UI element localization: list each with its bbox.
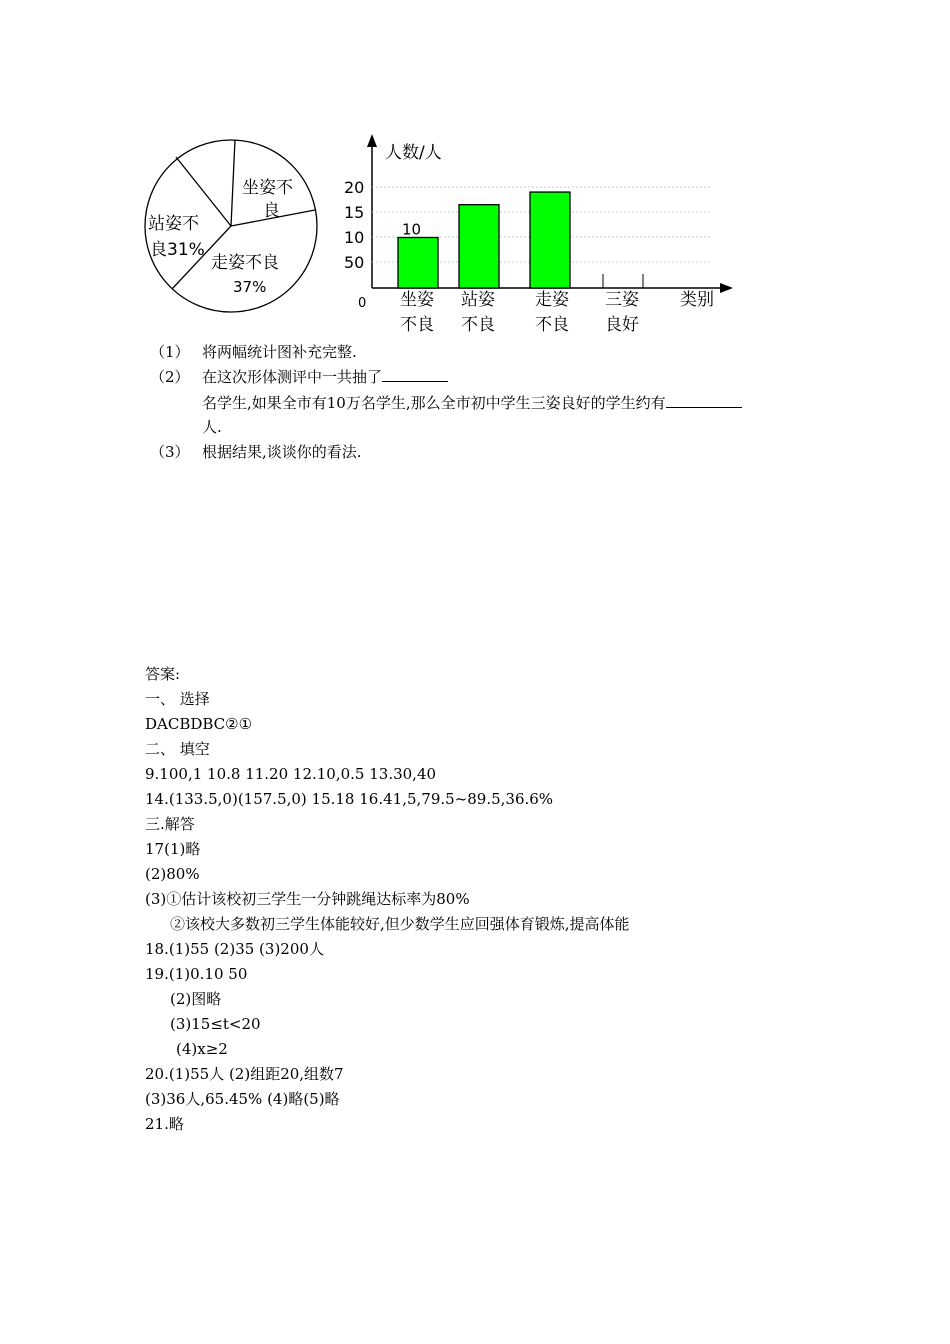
answer-blank[interactable] (666, 393, 742, 408)
pie-label-stand-2: 良31% (150, 240, 205, 260)
answer-line: ②该校大多数初三学生体能较好,但少数学生应回强体育锻炼,提高体能 (170, 915, 630, 933)
question-2-cont (202, 392, 742, 414)
answers-title: 答案: (145, 665, 181, 683)
x-axis-arrow (720, 283, 733, 293)
charts-area (0, 0, 950, 340)
answer-line: 14.(133.5,0)(157.5,0) 15.18 16.41,5,79.5~89.5,36.6% (145, 790, 554, 808)
answer-line: 19.(1)0.10 50 (145, 965, 248, 983)
answer-line: (3)①估计该校初三学生一分钟跳绳达标率为80% (145, 890, 470, 908)
question-text: 人. (202, 418, 222, 436)
question-text: 名学生,如果全市有10万名学生,那么全市初中学生三姿良好的学生约有 (202, 394, 666, 412)
question-text: 在这次形体测评中一共抽了 (202, 368, 383, 386)
bar (398, 238, 438, 289)
pie-label-stand-1: 站姿不 (148, 214, 199, 234)
question-1 (150, 341, 357, 363)
answer-line: 17(1)略 (145, 840, 201, 858)
answer-line: 一、 选择 (145, 690, 210, 708)
x-category-label: 三姿 (605, 290, 639, 310)
x-category-label: 良好 (605, 315, 639, 335)
pie-label-walk-1: 走姿不良 (211, 253, 279, 273)
x-category-label: 站姿 (461, 290, 495, 310)
answer-line: 18.(1)55 (2)35 (3)200人 (145, 940, 324, 958)
x-category-label: 不良 (535, 315, 569, 335)
bar-data-label: 10 (402, 220, 422, 239)
answer-line: 三.解答 (145, 815, 195, 833)
x-category-label: 走姿 (535, 290, 569, 310)
answer-line: (2)图略 (170, 990, 222, 1008)
pie-label-sit-1: 坐姿不 (242, 178, 293, 198)
y-tick-label: 15 (344, 203, 365, 222)
question-number: （3） (150, 443, 190, 461)
answer-line: 二、 填空 (145, 740, 210, 758)
y-tick-label: 20 (344, 178, 365, 197)
x-axis-label: 类别 (680, 290, 714, 310)
answer-line: (4)x≥2 (176, 1040, 228, 1058)
question-number: （2） (150, 368, 190, 386)
y-tick-label: 50 (344, 253, 365, 272)
question-text: 将两幅统计图补充完整. (202, 343, 357, 361)
bar (530, 192, 570, 288)
question-2 (150, 366, 448, 388)
answer-line: (3)36人,65.45% (4)略(5)略 (145, 1090, 340, 1108)
origin-label: 0 (358, 296, 367, 311)
answer-line: DACBDBC②① (145, 715, 253, 733)
answer-line: (2)80% (145, 865, 200, 883)
x-category-label: 不良 (400, 315, 434, 335)
answer-line: 21.略 (145, 1115, 184, 1133)
question-2-end (202, 416, 222, 438)
question-3 (150, 441, 362, 463)
question-text: 根据结果,谈谈你的看法. (202, 443, 362, 461)
x-category-label: 不良 (461, 315, 495, 335)
y-axis-label: 人数/人 (385, 143, 442, 163)
x-category-label: 坐姿 (400, 290, 434, 310)
pie-chart (145, 140, 317, 312)
answer-blank[interactable] (382, 367, 448, 382)
y-tick-label: 10 (344, 228, 365, 247)
answer-line: 9.100,1 10.8 11.20 12.10,0.5 13.30,40 (145, 765, 437, 783)
bar-chart (344, 134, 733, 335)
pie-label-walk-2: 37% (233, 278, 267, 296)
pie-label-sit-2: 良 (263, 201, 280, 221)
y-axis-arrow (367, 134, 377, 147)
question-number: （1） (150, 343, 190, 361)
bar (459, 205, 499, 288)
answer-line: (3)15≤t<20 (170, 1015, 261, 1033)
answer-line: 20.(1)55人 (2)组距20,组数7 (145, 1065, 344, 1083)
